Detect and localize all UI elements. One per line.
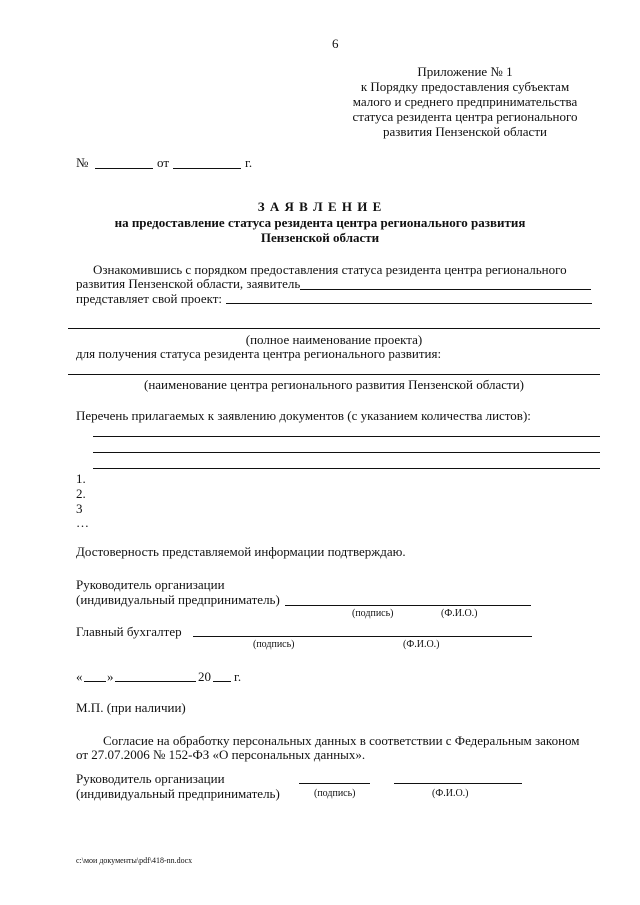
list-item-3: 3 <box>76 501 83 516</box>
head-signature-field[interactable] <box>285 605 531 606</box>
head2-signature-field[interactable] <box>299 783 370 784</box>
docs-line-2[interactable] <box>93 452 600 453</box>
date-year-prefix: 20 <box>198 669 211 684</box>
intro-line-3: представляет свой проект: <box>76 291 223 306</box>
date-from-field[interactable] <box>173 168 241 169</box>
date-year-suffix: г. <box>234 669 242 684</box>
project-short-field[interactable] <box>226 303 592 304</box>
accountant-sign-caption: (подпись) <box>253 639 295 650</box>
head-sign-caption: (подпись) <box>352 608 394 619</box>
document-title: З А Я В Л Е Н И Е <box>257 199 383 214</box>
head2-label-1: Руководитель организации <box>76 771 225 786</box>
date-day-field[interactable] <box>84 681 106 682</box>
accountant-fio-caption: (Ф.И.О.) <box>403 639 440 650</box>
head-fio-caption: (Ф.И.О.) <box>441 608 478 619</box>
page-number: 6 <box>332 36 339 51</box>
applicant-field[interactable] <box>300 289 591 290</box>
date-quote-open: « <box>76 669 83 684</box>
number-label: № <box>76 155 89 170</box>
project-full-name-field[interactable] <box>68 328 600 329</box>
consent-line-2: от 27.07.2006 № 152-ФЗ «О персональных данных». <box>76 747 366 762</box>
accountant-signature-field[interactable] <box>193 636 532 637</box>
date-year-field[interactable] <box>213 681 231 682</box>
document-subtitle-2: Пензенской области <box>260 230 380 245</box>
head-label-1: Руководитель организации <box>76 577 225 592</box>
purpose-text: для получения статуса резидента центра регионального развития: <box>76 346 442 361</box>
appendix-line-2: к Порядку предоставления субъектам <box>360 79 570 94</box>
list-item-1: 1. <box>76 471 86 486</box>
intro-line-2: развития Пензенской области, заявитель <box>76 276 301 291</box>
intro-line-1: Ознакомившись с порядком предоставления статуса резидента центра регионального <box>93 262 567 277</box>
docs-line-1[interactable] <box>93 436 600 437</box>
project-caption: (полное наименование проекта) <box>245 332 423 347</box>
appendix-line-3: малого и среднего предпринимательства <box>352 94 578 109</box>
year-suffix: г. <box>245 155 253 170</box>
date-from-label: от <box>157 155 170 170</box>
docs-line-3[interactable] <box>93 468 600 469</box>
appendix-line-4: статуса резидента центра регионального <box>352 109 578 124</box>
stamp-label: М.П. (при наличии) <box>76 700 186 715</box>
docs-label: Перечень прилагаемых к заявлению документов (с указанием количества листов): <box>76 408 531 423</box>
head2-fio-caption: (Ф.И.О.) <box>432 788 469 799</box>
appendix-line-5: развития Пензенской области <box>383 124 547 139</box>
consent-line-1: Согласие на обработку персональных данных в соответствии с Федеральным законом <box>103 733 580 748</box>
head2-sign-caption: (подпись) <box>314 788 356 799</box>
head2-fio-field[interactable] <box>394 783 522 784</box>
center-name-field[interactable] <box>68 374 600 375</box>
head2-label-2: (индивидуальный предприниматель) <box>76 786 280 801</box>
accountant-label: Главный бухгалтер <box>76 624 182 639</box>
appendix-line-1: Приложение № 1 <box>417 64 513 79</box>
list-item-ellipsis: … <box>76 515 89 530</box>
footer-file-path: c:\мои документы\pdf\418-nn.docx <box>76 856 193 865</box>
document-subtitle-1: на предоставление статуса резидента центра регионального развития <box>114 215 526 230</box>
head-label-2: (индивидуальный предприниматель) <box>76 592 280 607</box>
center-caption: (наименование центра регионального развития Пензенской области) <box>144 377 524 392</box>
date-quote-close: » <box>107 669 114 684</box>
date-month-field[interactable] <box>115 681 196 682</box>
confirm-text: Достоверность представляемой информации подтверждаю. <box>76 544 406 559</box>
number-field[interactable] <box>95 168 153 169</box>
list-item-2: 2. <box>76 486 86 501</box>
